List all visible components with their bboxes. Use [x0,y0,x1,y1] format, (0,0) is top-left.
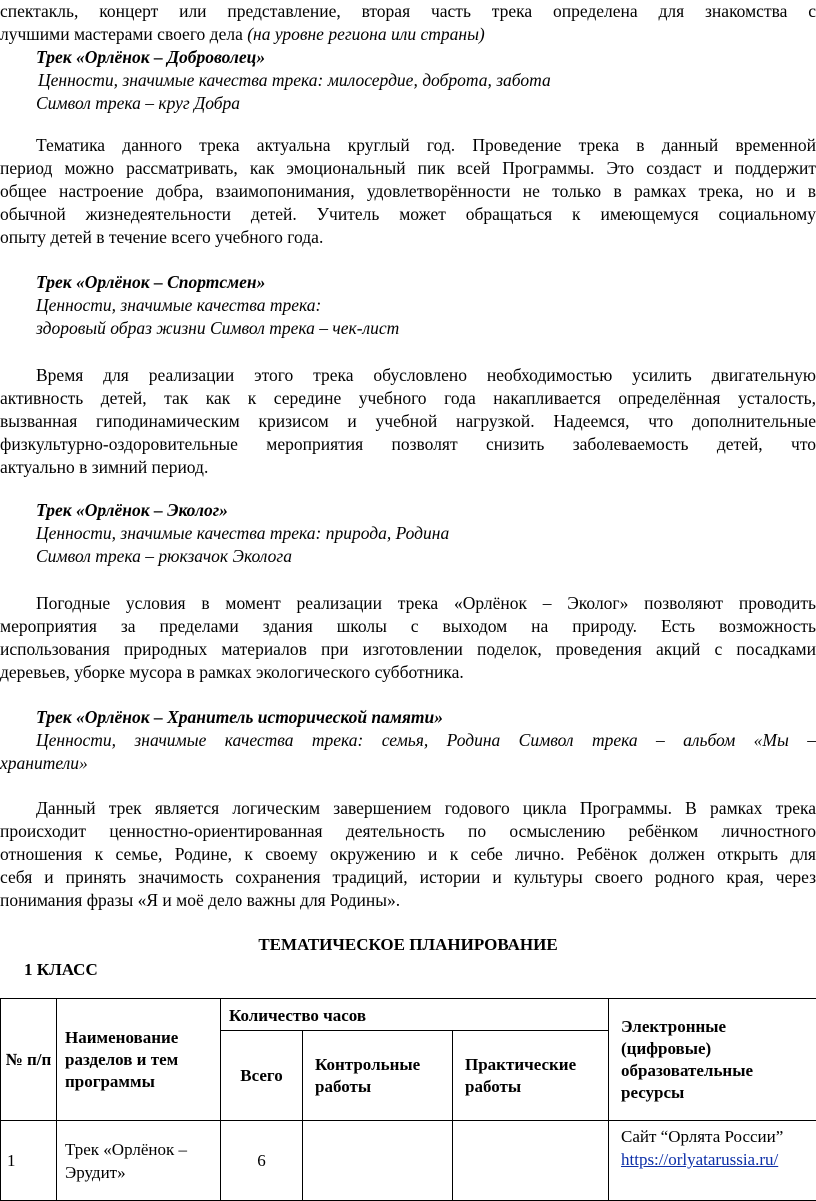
header-num: № п/п [1,999,57,1121]
memory-values-line-1: Ценности, значимые качества трека: семья, Родина Символ трека – альбом «Мы – [36,729,816,752]
eco-paragraph-line: Погодные условия в момент реализации трека «Орлёнок – Эколог» позволяют проводить [36,592,816,615]
volunteer-paragraph-line: общее настроение добра, взаимопонимания, удовлетворённости не только в рамках трека, но и в [0,180,816,203]
sport-symbol: здоровый образ жизни Символ трека – чек-лист [36,317,796,340]
memory-paragraph-line: понимания фразы «Я и моё дело важны для Родины». [0,889,816,912]
eco-paragraph-line: использования природных материалов при изготовлении поделок, проведения акций с посадками [0,638,816,661]
header-control: Контрольные работы [303,1031,453,1121]
planning-title: ТЕМАТИЧЕСКОЕ ПЛАНИРОВАНИЕ [0,935,816,955]
volunteer-paragraph-line: обычной жизнедеятельности детей. Учитель может обращаться к имеющемуся социальному [0,203,816,226]
sport-paragraph-line: физкультурно-оздоровительные мероприятия позволят снизить заболеваемость детей, что [0,433,816,456]
row-resources [609,1121,816,1201]
volunteer-values: Ценности, значимые качества трека: милосердие, доброта, забота [38,69,798,92]
intro-line-1: спектакль, концерт или представление, вторая часть трека определена для знакомства с [0,0,816,23]
sport-paragraph-line: активность детей, так как к середине учебного года накапливается определённая усталость, [0,387,816,410]
volunteer-paragraph-line: Тематика данного трека актуальна круглый год. Проведение трека в данный временной [36,134,816,157]
volunteer-paragraph-line: опыту детей в течение всего учебного года. [0,226,816,249]
row-practical [453,1121,609,1201]
row-control [303,1121,453,1201]
header-name: Наименование разделов и тем программы [57,999,221,1121]
row-num: 1 [1,1121,57,1201]
sport-paragraph-line: актуально в зимний период. [0,456,816,479]
eco-paragraph-line: мероприятия за пределами здания школы с выходом на природу. Есть возможность [0,615,816,638]
memory-paragraph-line: себя и принять значимость сохранения традиций, истории и культуры своего родного края, через [0,866,816,889]
volunteer-title: Трек «Орлёнок – Доброволец» [36,46,796,69]
resource-link[interactable]: https://orlyatarussia.ru/ [621,1148,808,1171]
eco-values: Ценности, значимые качества трека: природа, Родина [36,522,796,545]
memory-paragraph-line: отношения к семье, Родине, к своему окружению и к себе лично. Ребёнок должен открыть для [0,843,816,866]
eco-symbol: Символ трека – рюкзачок Эколога [36,545,796,568]
row-name: Трек «Орлёнок – Эрудит» [57,1121,221,1201]
sport-paragraph-line: вызванная гиподинамическим кризисом и учебной нагрузкой. Надеемся, что дополнительные [0,410,816,433]
intro-line-2-italic: (на уровне региона или страны) [247,24,485,44]
eco-title: Трек «Орлёнок – Эколог» [36,499,796,522]
memory-paragraph-line: происходит ценностно-ориентированная деятельность по осмыслению ребёнком личностного [0,820,816,843]
planning-table [0,998,816,1201]
memory-values-line-2: хранители» [0,752,816,775]
volunteer-symbol: Символ трека – круг Добра [36,92,796,115]
intro-line-2-plain: лучшими мастерами своего дела [0,24,247,44]
sport-title: Трек «Орлёнок – Спортсмен» [36,271,796,294]
header-resources: Электронные (цифровые) образовательные ресурсы [609,999,816,1121]
sport-paragraph-line: Время для реализации этого трека обусловлено необходимостью усилить двигательную [36,364,816,387]
header-practical: Практические работы [453,1031,609,1121]
resource-text: Сайт “Орлята России” [621,1125,808,1148]
table-header-row [1,999,816,1031]
row-total: 6 [221,1121,303,1201]
header-hours: Количество часов [221,999,609,1031]
memory-title: Трек «Орлёнок – Хранитель исторической памяти» [36,706,796,729]
class-label: 1 КЛАСС [24,960,98,980]
table-row [1,1121,816,1201]
memory-paragraph-line: Данный трек является логическим завершением годового цикла Программы. В рамках трека [36,797,816,820]
eco-paragraph-line: деревьев, уборке мусора в рамках экологического субботника. [0,661,816,684]
intro-line-2 [0,23,816,46]
volunteer-paragraph-line: период можно рассматривать, как эмоциональный пик всей Программы. Это создаст и поддержит [0,157,816,180]
sport-values: Ценности, значимые качества трека: [36,294,796,317]
header-total: Всего [221,1031,303,1121]
